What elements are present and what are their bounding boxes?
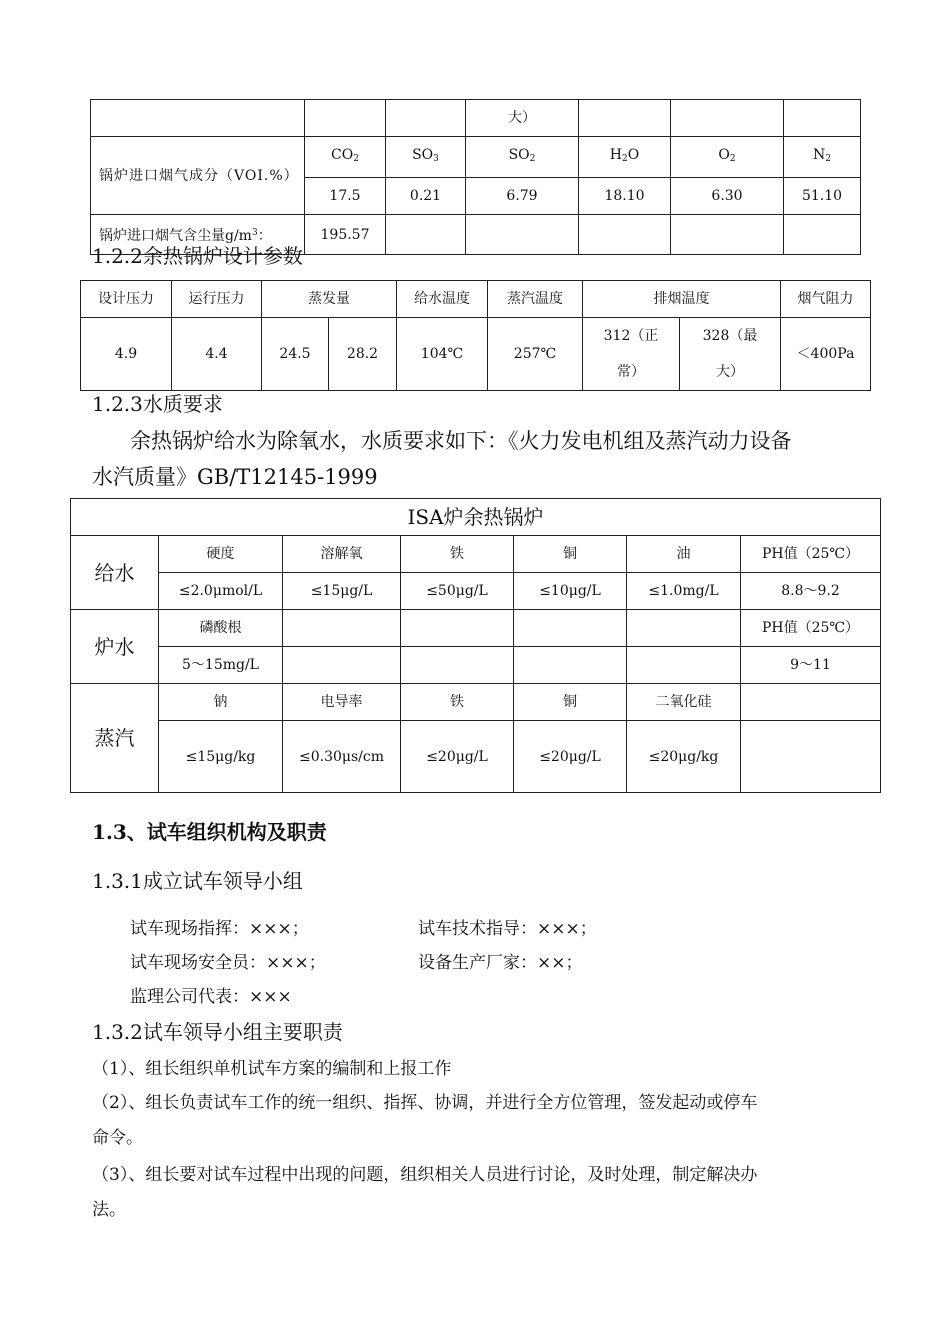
duty-3-line-1: （3）、组长要对试车过程中出现的问题，组织相关人员进行讨论，及时处理，制定解决办 <box>92 1165 758 1185</box>
table-cell <box>579 215 671 255</box>
value-cell: ≤15μg/kg <box>159 721 283 793</box>
table-cell <box>305 100 386 137</box>
header-iron: 铁 <box>401 536 514 573</box>
table-cell <box>514 647 627 684</box>
duty-3-line-2: 法。 <box>92 1200 126 1220</box>
section-heading-1-3: 1.3、试车组织机构及职责 <box>92 820 327 844</box>
role-manufacturer: 设备生产厂家：××； <box>418 953 583 973</box>
value-operating-pressure: 4.4 <box>172 318 262 391</box>
water-quality-table <box>70 498 881 793</box>
section-heading-1-3-1: 1.3.1成立试车领导小组 <box>92 869 303 893</box>
table-cell <box>401 610 514 647</box>
header-evaporation: 蒸发量 <box>262 281 397 318</box>
value-design-pressure: 4.9 <box>81 318 172 391</box>
design-params-table <box>80 280 871 391</box>
section-heading-1-2-3: 1.2.3水质要求 <box>92 392 223 416</box>
component-h2o: $H_2O$ <box>579 137 671 178</box>
value-cell: ≤1.0mg/L <box>627 573 741 610</box>
value-cell: ≤50μg/L <box>401 573 514 610</box>
row-label-boiler-water: 炉水 <box>71 610 159 684</box>
header-iron: 铁 <box>401 684 514 721</box>
table-cell <box>283 610 401 647</box>
value-cell: 0.21 <box>386 178 466 215</box>
section-heading-1-2-2: 1.2.2余热锅炉设计参数 <box>92 244 303 268</box>
table-cell <box>91 100 305 137</box>
value-cell: 17.5 <box>305 178 386 215</box>
header-ph: PH值（25℃） <box>741 610 881 647</box>
header-ph: PH值（25℃） <box>741 536 881 573</box>
duty-2-line-1: （2）、组长负责试车工作的统一组织、指挥、协调，并进行全方位管理，签发起动或停车 <box>92 1093 758 1113</box>
table-cell <box>671 215 784 255</box>
value-cell: ≤20μg/L <box>401 721 514 793</box>
table-cell: 大） <box>466 100 579 137</box>
table-cell <box>466 215 579 255</box>
table-cell <box>741 721 881 793</box>
header-resistance: 烟气阻力 <box>781 281 871 318</box>
value-cell: 6.30 <box>671 178 784 215</box>
value-cell: 6.79 <box>466 178 579 215</box>
flue-gas-table <box>90 99 861 255</box>
value-evap-1: 24.5 <box>262 318 329 391</box>
table-cell <box>784 215 861 255</box>
header-copper: 铜 <box>514 536 627 573</box>
value-cell: 5～15mg/L <box>159 647 283 684</box>
water-table-title: ISA炉余热锅炉 <box>71 499 881 536</box>
value-feed-temp: 104℃ <box>397 318 488 391</box>
value-cell: ≤20μg/L <box>514 721 627 793</box>
value-evap-2: 28.2 <box>329 318 397 391</box>
header-feed-temp: 给水温度 <box>397 281 488 318</box>
header-oil: 油 <box>627 536 741 573</box>
role-safety-officer: 试车现场安全员：×××； <box>130 953 326 973</box>
value-steam-temp: 257℃ <box>488 318 583 391</box>
value-cell: ≤0.30μs/cm <box>283 721 401 793</box>
value-cell: ≤15μg/L <box>283 573 401 610</box>
table-cell <box>784 100 861 137</box>
header-dissolved-oxygen: 溶解氧 <box>283 536 401 573</box>
component-o2: $O_2$ <box>671 137 784 178</box>
row-label-steam: 蒸汽 <box>71 684 159 793</box>
header-exhaust-temp: 排烟温度 <box>583 281 781 318</box>
header-hardness: 硬度 <box>159 536 283 573</box>
value-cell: 8.8～9.2 <box>741 573 881 610</box>
value-cell: ≤10μg/L <box>514 573 627 610</box>
row-label-feed-water: 给水 <box>71 536 159 610</box>
value-cell: 18.10 <box>579 178 671 215</box>
table-cell <box>283 647 401 684</box>
component-so2: $SO_2$ <box>466 137 579 178</box>
table-cell <box>386 100 466 137</box>
dust-value: 195.57 <box>305 215 386 255</box>
table-cell <box>627 610 741 647</box>
table-cell <box>401 647 514 684</box>
value-exhaust-max: 328（最大） <box>680 318 781 391</box>
value-cell: ≤20μg/kg <box>627 721 741 793</box>
header-phosphate: 磷酸根 <box>159 610 283 647</box>
table-cell <box>627 647 741 684</box>
header-copper: 铜 <box>514 684 627 721</box>
duty-2-line-2: 命令。 <box>92 1128 143 1148</box>
paragraph-line-2: 水汽质量》GB/T12145-1999 <box>92 465 378 489</box>
header-silica: 二氧化硅 <box>627 684 741 721</box>
role-site-commander: 试车现场指挥：×××； <box>130 919 309 939</box>
header-sodium: 钠 <box>159 684 283 721</box>
header-conductivity: 电导率 <box>283 684 401 721</box>
composition-label: 锅炉进口烟气成分（VOI.%） <box>91 137 305 215</box>
role-supervisor: 监理公司代表：××× <box>130 987 292 1007</box>
component-co2: $CO_2$ <box>305 137 386 178</box>
header-steam-temp: 蒸汽温度 <box>488 281 583 318</box>
table-cell <box>514 610 627 647</box>
component-n2: $N_2$ <box>784 137 861 178</box>
role-technical-guide: 试车技术指导：×××； <box>418 919 597 939</box>
duty-1: （1）、组长组织单机试车方案的编制和上报工作 <box>92 1059 452 1079</box>
header-operating-pressure: 运行压力 <box>172 281 262 318</box>
table-cell <box>671 100 784 137</box>
value-cell: 51.10 <box>784 178 861 215</box>
table-cell <box>741 684 881 721</box>
table-cell <box>579 100 671 137</box>
table-cell <box>386 215 466 255</box>
paragraph-line-1: 余热锅炉给水为除氧水，水质要求如下：《火力发电机组及蒸汽动力设备 <box>130 429 792 453</box>
header-design-pressure: 设计压力 <box>81 281 172 318</box>
dust-label: 锅炉进口烟气含尘量$g/m^3$： <box>91 215 305 255</box>
section-heading-1-3-2: 1.3.2试车领导小组主要职责 <box>92 1020 343 1044</box>
value-exhaust-normal: 312（正常） <box>583 318 680 391</box>
value-resistance: ＜400Pa <box>781 318 871 391</box>
value-cell: 9～11 <box>741 647 881 684</box>
component-so3: $SO_3$ <box>386 137 466 178</box>
value-cell: ≤2.0μmol/L <box>159 573 283 610</box>
